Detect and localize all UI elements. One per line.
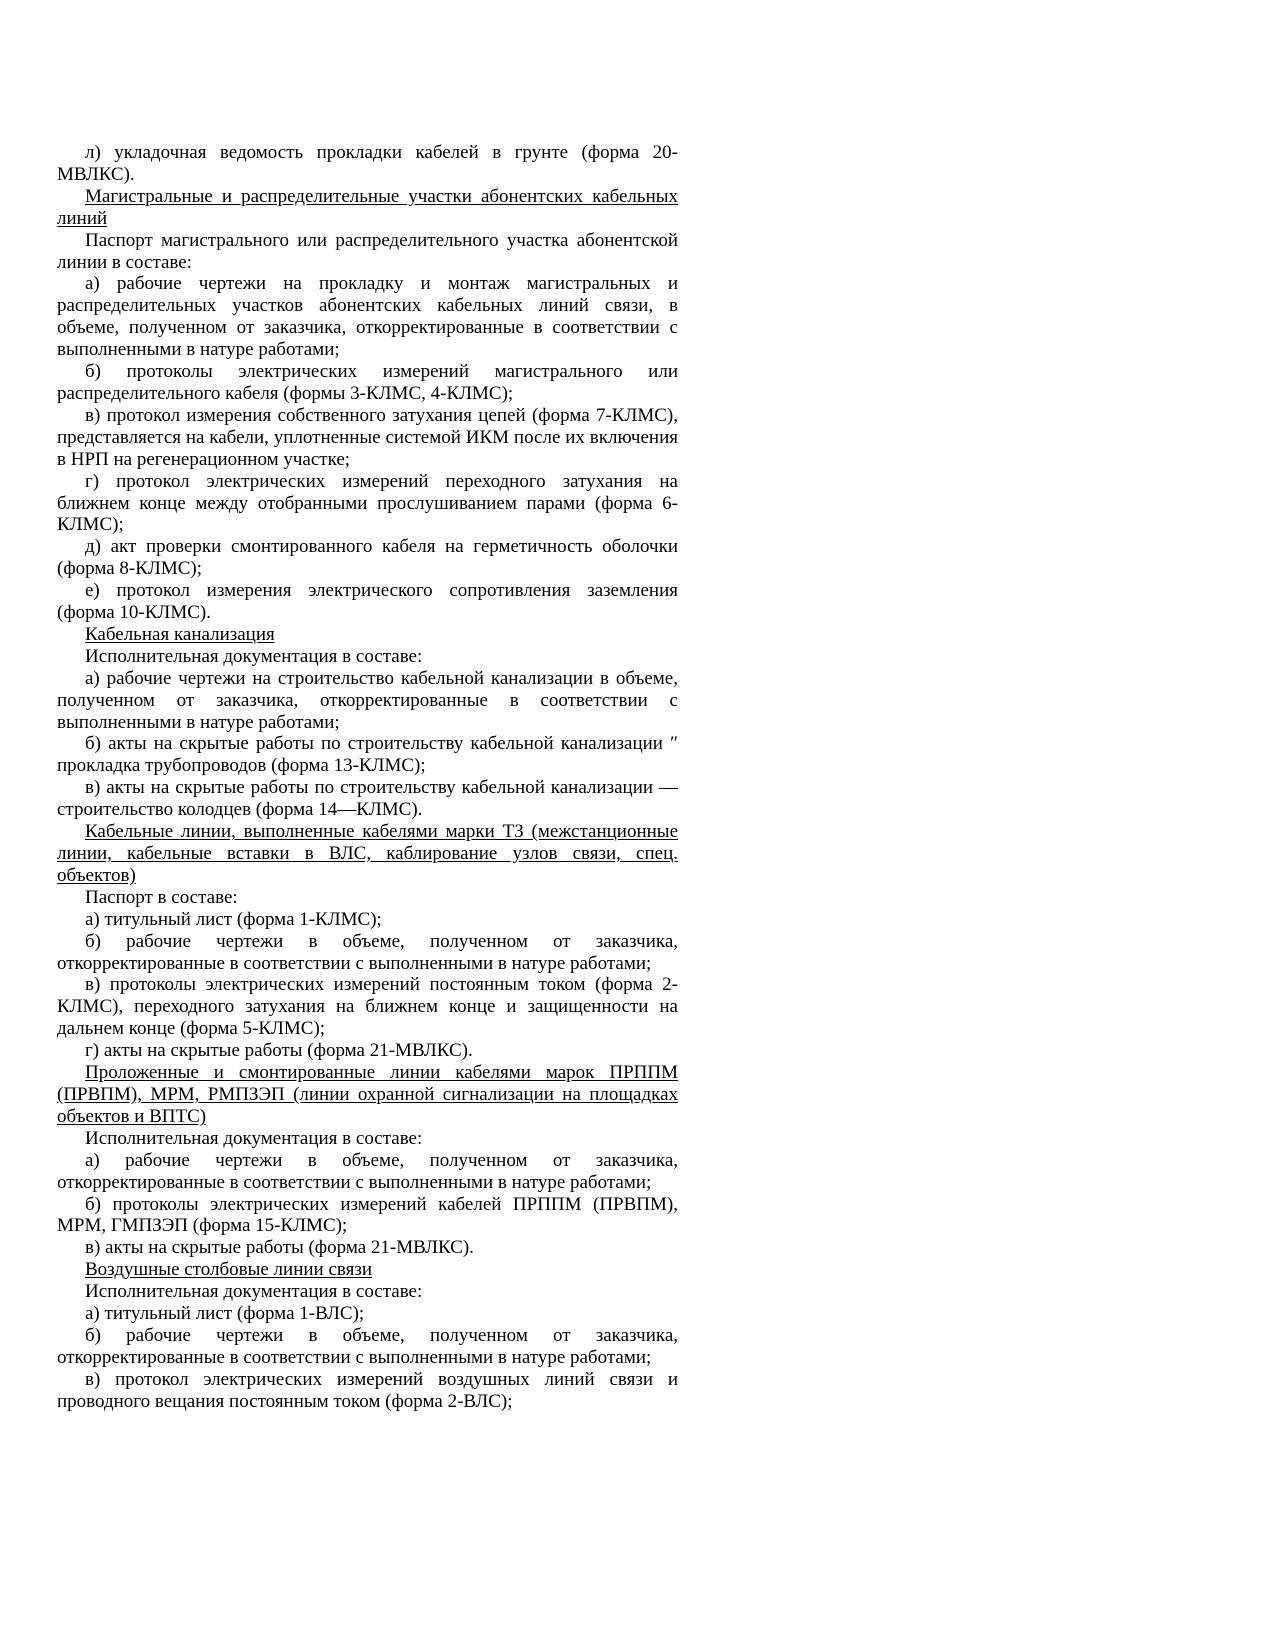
list-item (57, 536, 678, 580)
paragraph-text: Исполнительная документация в составе: (85, 645, 423, 667)
list-item (57, 1150, 678, 1194)
paragraph (57, 887, 678, 909)
section-heading (57, 1062, 678, 1128)
paragraph-text: г) протокол электрических измерений переходного затухания на ближнем конце между отобранными прослушиванием парами (форма 6-КЛМС); (57, 470, 678, 536)
paragraph-text: а) титульный лист (форма 1-ВЛС); (85, 1303, 365, 1325)
paragraph (57, 1128, 678, 1150)
paragraph-text: Паспорт магистрального или распределительного участка абонентской линии в составе: (57, 229, 678, 273)
paragraph-text: л) укладочная ведомость прокладки кабелей в грунте (форма 20-МВЛКС). (57, 142, 678, 185)
list-item (57, 668, 678, 734)
heading-text: Магистральные и распределительные участки абонентских кабельных линий (57, 185, 678, 229)
paragraph-text: б) рабочие чертежи в объеме, полученном от заказчика, откорректированные в соответствии с выполненными в натуре работами; (57, 930, 678, 974)
paragraph (57, 1281, 678, 1303)
list-item (57, 1040, 678, 1062)
list-item (57, 1369, 678, 1413)
paragraph-text: б) протоколы электрических измерений магистрального или распределительного кабеля (формы 3-КЛМС, 4-КЛМС); (57, 361, 678, 404)
list-item (57, 974, 678, 1040)
list-item (57, 777, 678, 821)
section-heading (57, 624, 678, 646)
list-item (57, 931, 678, 975)
paragraph-text: д) акт проверки смонтированного кабеля на герметичность оболочки (форма 8-КЛМС); (57, 536, 678, 580)
paragraph-text: в) протокол электрических измерений воздушных линий связи и проводного вещания постоянным током (форма 2-ВЛС); (57, 1368, 678, 1412)
paragraph-text: в) акты на скрытые работы (форма 21-МВЛКС). (85, 1237, 474, 1259)
paragraph-text: в) акты на скрытые работы по строительству кабельной канализации — строительство колодцев (форма 14—КЛМС). (57, 777, 678, 821)
heading-text: Кабельные линии, выполненные кабелями марки ТЗ (межстанционные линии, кабельные вставки в ВЛС, каблирование узлов связи, спец. объектов) (57, 821, 678, 886)
section-heading (57, 821, 678, 887)
list-item (57, 580, 678, 624)
list-item (57, 733, 678, 777)
list-item (57, 405, 678, 471)
section-heading (57, 186, 678, 230)
paragraph-text: Исполнительная документация в составе: (85, 1281, 423, 1303)
list-item (57, 361, 678, 405)
paragraph-text: г) акты на скрытые работы (форма 21-МВЛКС). (85, 1040, 473, 1062)
paragraph-text: а) рабочие чертежи на строительство кабельной канализации в объеме, полученном от заказчика, откорректированные в соответствии с выполненными в натуре работами; (57, 667, 678, 733)
list-item (57, 1303, 678, 1325)
list-item (57, 1325, 678, 1369)
paragraph-text: а) рабочие чертежи на прокладку и монтаж магистральных и распределительных участков абонентских кабельных линий связи, в объеме, полученном от заказчика, откорректированные в соответствии с выполненными в натуре работами; (57, 273, 678, 361)
paragraph-text: в) протокол измерения собственного затухания цепей (форма 7-КЛМС), представляется на кабели, уплотненные системой ИКМ после их включения в НРП на регенерационном участке; (57, 404, 678, 470)
document-page (57, 142, 678, 1413)
list-item (57, 1237, 678, 1259)
paragraph-text: е) протокол измерения электрического сопротивления заземления (форма 10-КЛМС). (57, 580, 678, 624)
heading-text: Кабельная канализация (85, 623, 275, 645)
list-item (57, 909, 678, 931)
list-item (57, 1194, 678, 1238)
paragraph-text: б) акты на скрытые работы по строительству кабельной канализации ″ прокладка трубопроводов (форма 13-КЛМС); (57, 733, 678, 777)
paragraph-text: в) протоколы электрических измерений постоянным током (форма 2-КЛМС), переходного затухания на ближнем конце и защищенности на дальнем конце (форма 5-КЛМС); (57, 974, 678, 1040)
paragraph (57, 230, 678, 274)
heading-text: Воздушные столбовые линии связи (85, 1259, 373, 1281)
list-item (57, 273, 678, 361)
paragraph-text: а) титульный лист (форма 1-КЛМС); (85, 908, 382, 930)
heading-text: Проложенные и смонтированные линии кабелями марок ПРППМ (ПРВПМ), МРМ, РМПЗЭП (линии охранной сигнализации на площадках объектов и ВПТС) (57, 1062, 678, 1127)
paragraph-text: а) рабочие чертежи в объеме, полученном от заказчика, откорректированные в соответствии с выполненными в натуре работами; (57, 1149, 678, 1193)
paragraph-text: б) протоколы электрических измерений кабелей ПРППМ (ПРВПМ), МРМ, ГМПЗЭП (форма 15-КЛМС); (57, 1193, 678, 1237)
paragraph-text: Паспорт в составе: (85, 886, 238, 908)
paragraph (57, 646, 678, 668)
list-item (57, 471, 678, 537)
paragraph (57, 142, 678, 186)
section-heading (57, 1259, 678, 1281)
paragraph-text: б) рабочие чертежи в объеме, полученном от заказчика, откорректированные в соответствии с выполненными в натуре работами; (57, 1324, 678, 1368)
paragraph-text: Исполнительная документация в составе: (85, 1127, 423, 1149)
